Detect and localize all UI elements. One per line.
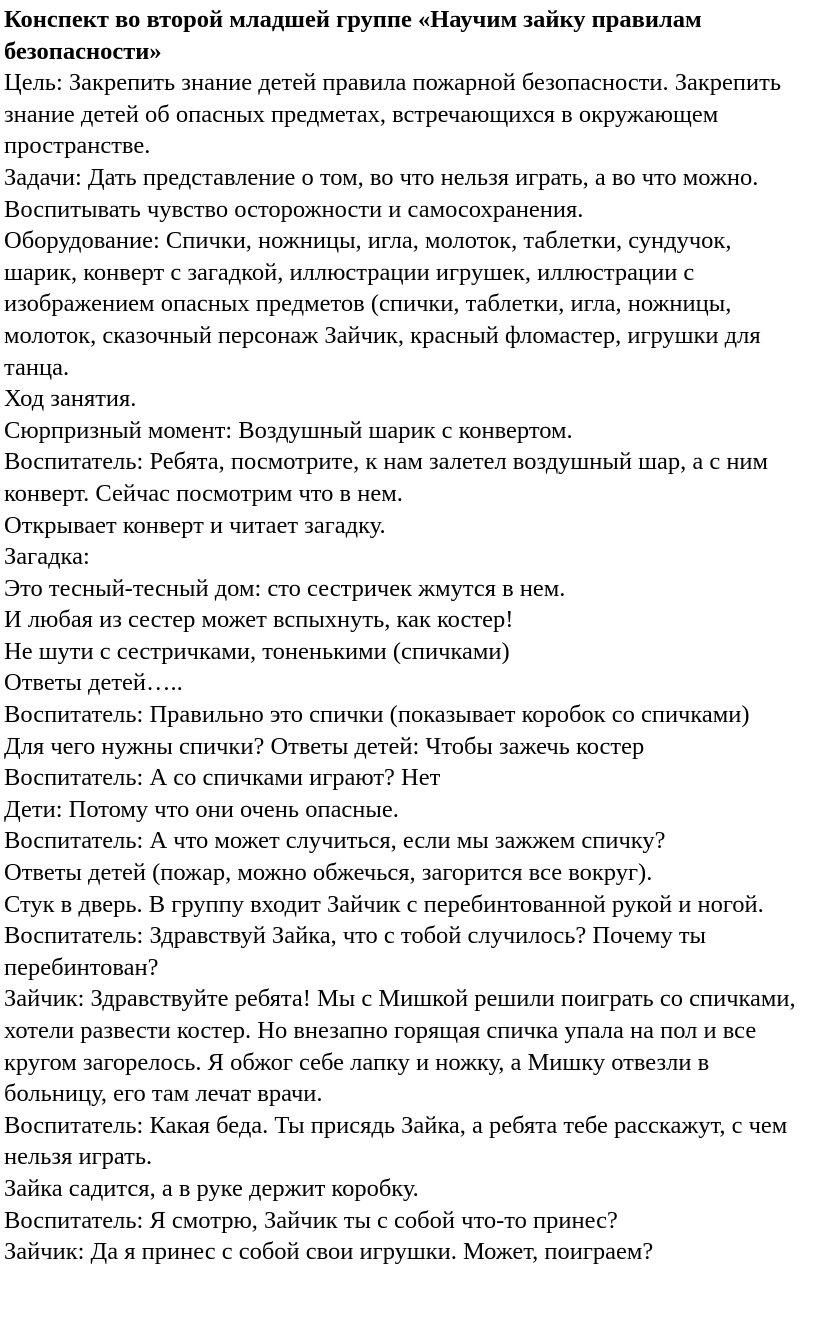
paragraph-teacher-what-happens: Воспитатель: А что может случиться, если мы зажжем спичку? xyxy=(4,827,666,855)
paragraph-lesson-heading: Ход занятия. xyxy=(4,385,137,413)
document-title: Конспект во второй младшей группе «Научим зайку правилам безопасности» xyxy=(4,6,702,65)
paragraph-teacher-trouble: Воспитатель: Какая беда. Ты присядь Зайка, а ребята тебе расскажут, с чем нельзя играть. xyxy=(4,1111,788,1171)
paragraph-riddle-label: Загадка: xyxy=(4,543,90,571)
paragraph-children-fire: Ответы детей (пожар, можно обжечься, загорится все вокруг). xyxy=(4,859,653,887)
paragraph-children-dangerous: Дети: Потому что они очень опасные. xyxy=(4,795,399,823)
paragraph-children-answers: Ответы детей….. xyxy=(4,669,183,697)
paragraph-opens-envelope: Открывает конверт и читает загадку. xyxy=(4,511,386,539)
paragraph-riddle-line-1: Это тесный-тесный дом: сто сестричек жмутся в нем. xyxy=(4,574,566,602)
paragraph-bunny-story: Зайчик: Здравствуйте ребята! Мы с Мишкой решили поиграть со спичками, хотели развести костер. Но внезапно горящая спичка упала на пол и все кругом загорелось. Я обжог себе лапку и ножку, а Мишку отвезли в больницу, его там лечат врачи. xyxy=(4,985,796,1108)
paragraph-teacher-correct: Воспитатель: Правильно это спички (показывает коробок со спичками) xyxy=(4,701,750,729)
paragraph-tasks: Задачи: Дать представление о том, во что нельзя играть, а во что можно. Воспитывать чувство осторожности и самосохранения. xyxy=(4,163,759,223)
paragraph-what-for: Для чего нужны спички? Ответы детей: Чтобы зажечь костер xyxy=(4,732,645,760)
paragraph-teacher-brought: Воспитатель: Я смотрю, Зайчик ты с собой что-то принес? xyxy=(4,1206,618,1234)
paragraph-goal: Цель: Закрепить знание детей правила пожарной безопасности. Закрепить знание детей об опасных предметах, встречающихся в окружающем пространстве. xyxy=(4,69,782,160)
paragraph-teacher-hello: Воспитатель: Здравствуй Зайка, что с тобой случилось? Почему ты перебинтован? xyxy=(4,922,706,981)
paragraph-bunny-sits: Зайка садится, а в руке держит коробку. xyxy=(4,1174,419,1202)
paragraph-bunny-toys: Зайчик: Да я принес с собой свои игрушки. Может, поиграем? xyxy=(4,1238,654,1266)
paragraph-surprise-moment: Сюрпризный момент: Воздушный шарик с конвертом. xyxy=(4,416,573,444)
paragraph-riddle-line-2: И любая из сестер может вспыхнуть, как костер! xyxy=(4,606,514,634)
paragraph-teacher-play: Воспитатель: А со спичками играют? Нет xyxy=(4,764,441,792)
paragraph-equipment: Оборудование: Спички, ножницы, игла, молоток, таблетки, сундучок, шарик, конверт с загадкой, иллюстрации игрушек, иллюстрации с изображением опасных предметов (спички, таблетки, игла, ножницы, молоток, сказочный персонаж Зайчик, красный фломастер, игрушки для танца. xyxy=(4,227,761,381)
paragraph-teacher-balloon: Воспитатель: Ребята, посмотрите, к нам залетел воздушный шар, а с ним конверт. Сейчас посмотрим что в нем. xyxy=(4,448,769,507)
paragraph-knock: Стук в дверь. В группу входит Зайчик с перебинтованной рукой и ногой. xyxy=(4,890,764,918)
paragraph-riddle-line-3: Не шути с сестричками, тоненькими (спичками) xyxy=(4,637,510,665)
